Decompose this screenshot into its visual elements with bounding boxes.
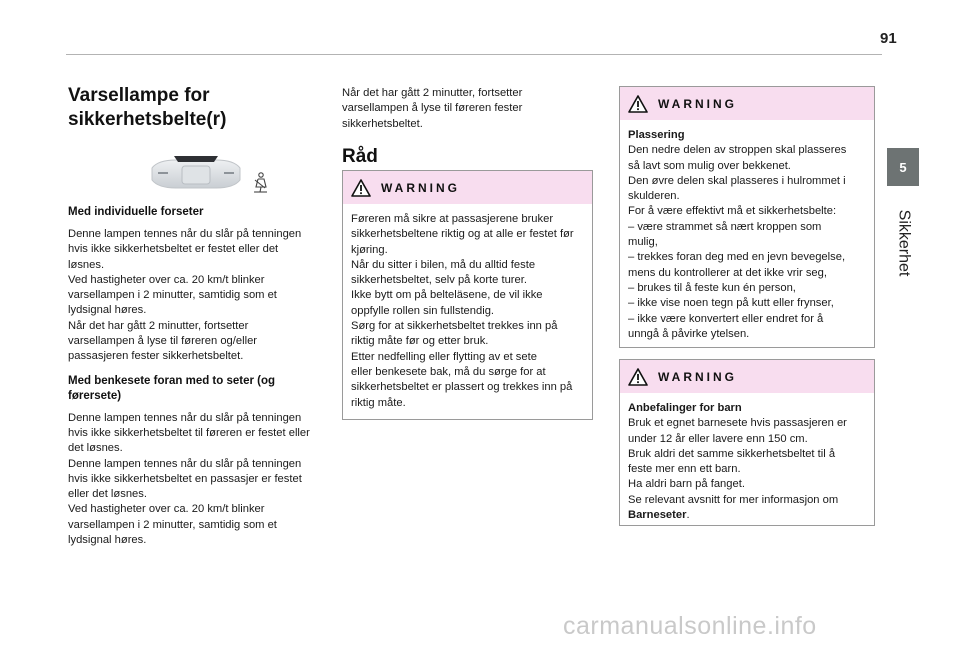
chapter-label-text: Sikkerhet — [895, 209, 913, 277]
column-1 — [68, 84, 324, 548]
column-2 — [342, 86, 592, 168]
warning-title: WARNING — [658, 96, 737, 111]
seatbelt-person-icon — [250, 172, 270, 194]
dashboard-lamp-icon — [146, 150, 246, 194]
section1-text: Denne lampen tennes når du slår på tenningen hvis ikke sikkerhetsbeltet er festet eller det løsnes. Ved hastigheter over ca. 20 km/t blinker varsellampen i 2 minutter, samtidig som et lydsignal høres. Når det har gått 2 minutter, fortsetter varsellampen å lyse til føreren og/eller passasjeren fester sikkerhetsbeltet. — [68, 228, 302, 363]
chapter-tab[interactable]: 5 — [887, 148, 919, 186]
advice-heading: Råd — [342, 145, 378, 167]
page-number: 91 — [880, 30, 897, 47]
warning-header — [343, 171, 592, 204]
warning-triangle-icon — [351, 179, 371, 197]
intro-text: Når det har gått 2 minutter, fortsetter varsellampen å lyse til føreren fester sikkerhetsbeltet. — [342, 87, 523, 130]
warning-text: Den nedre delen av stroppen skal plasseres så lavt som mulig over bekkenet. Den øvre delen skal plasseres i hulrommet i skulderen. For å være effektivt må et sikkerhetsbelte: – være strammet så nært kroppen som mulig, – trekkes foran deg med en jevn bevegelse, mens du kontrollerer at det ikke vrir seg, – brukes til å feste kun én person, – ikke vise noen tegn på kutt eller frynser, – ikke være konvertert eller endret for å unngå å påvirke ytelsen. — [628, 144, 847, 340]
warning-triangle-icon — [628, 95, 648, 113]
warning-title: WARNING — [381, 180, 460, 195]
cross-reference-link[interactable]: Barneseter — [628, 509, 687, 522]
warning-body — [620, 393, 874, 526]
warning-title: WARNING — [658, 369, 737, 384]
section2-text: Denne lampen tennes når du slår på tenningen hvis ikke sikkerhetsbeltet til føreren er festet eller det løsnes. Denne lampen tennes når du slår på tenningen hvis ikke sikkerhetsbeltet en passasjer er festet eller det løsnes. Ved hastigheter over ca. 20 km/t blinker varsellampen i 2 minutter, samtidig som et lydsignal høres. — [68, 411, 310, 547]
warning-subheading: Anbefalinger for barn — [628, 402, 742, 414]
warning-box-1 — [342, 170, 593, 420]
section-title — [68, 84, 324, 132]
warning-box-2 — [619, 86, 875, 348]
title-line-2: sikkerhetsbelte(r) — [68, 109, 227, 130]
warning-header — [620, 360, 874, 393]
section2-heading: Med benkesete foran med to seter (og førersete) — [68, 374, 276, 402]
header-rule — [66, 54, 882, 55]
chapter-label — [887, 193, 919, 293]
warning-body — [620, 120, 874, 348]
warning-box-3 — [619, 359, 875, 526]
warning-text: Bruk et egnet barnesete hvis passasjeren er under 12 år eller lavere enn 150 cm. Bruk aldri det samme sikkerhetsbeltet til å feste mer enn ett barn. Ha aldri barn på fanget. Se relevant avsnitt for mer informasjon om — [628, 417, 847, 506]
warning-header — [620, 87, 874, 120]
warning-subheading: Plassering — [628, 129, 685, 141]
section1-heading: Med individuelle forseter — [68, 206, 204, 218]
watermark: carmanualsonline.info — [563, 612, 817, 640]
link-suffix: . — [686, 509, 690, 522]
warning-text: Føreren må sikre at passasjerene bruker sikkerhetsbeltene riktig og at alle er festet før kjøring. Når du sitter i bilen, må du alltid feste sikkerhetsbeltet, selv på korte turer. Ikke bytt om på belteläsene, de vil ikke oppfylle rollen sin fullstendig. Sørg for at sikkerhetsbeltet trekkes inn på riktig måte før og etter bruk. Etter nedfelling eller flytting av et sete eller benkesete bak, må du sørge for at sikkerhetsbeltet er plassert og trekkes inn på riktig måte. — [351, 213, 574, 409]
title-line-1: Varsellampe for — [68, 85, 210, 106]
warning-triangle-icon — [628, 368, 648, 386]
